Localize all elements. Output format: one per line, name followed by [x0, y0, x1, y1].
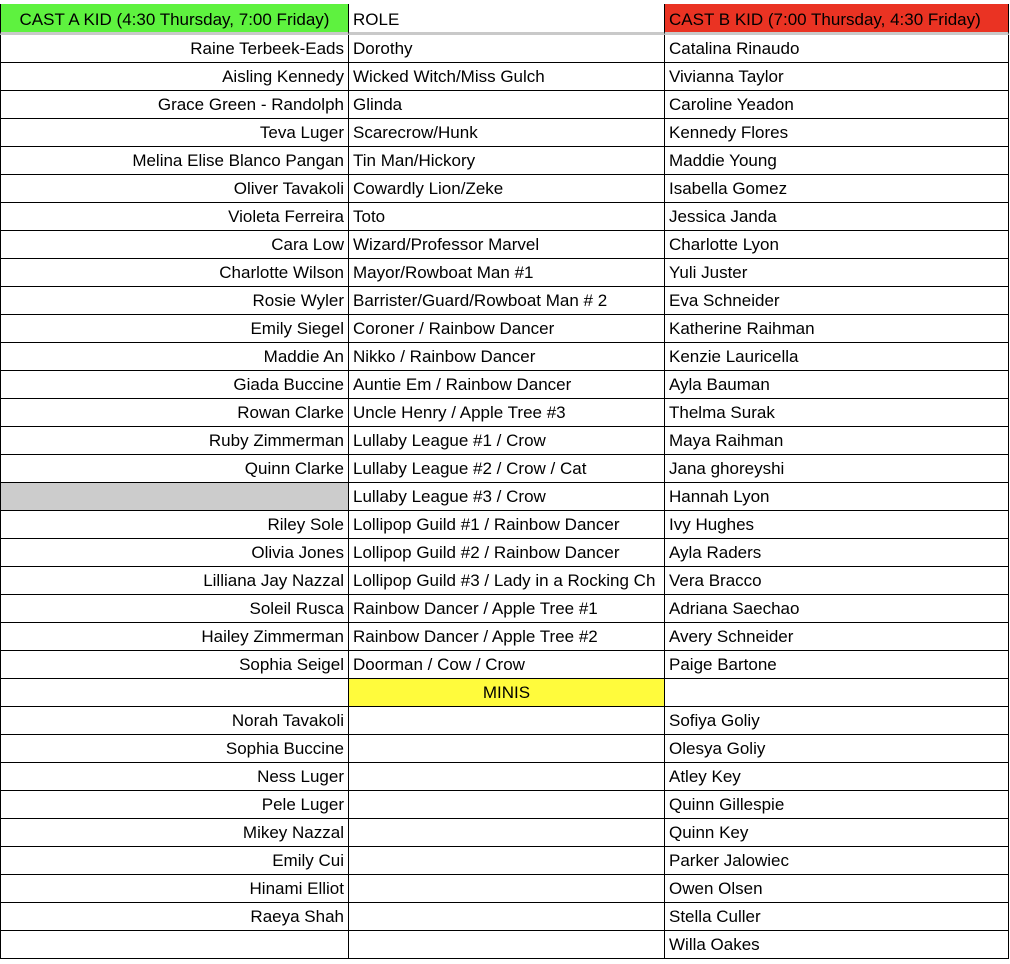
- cast-b-cell[interactable]: Isabella Gomez: [665, 175, 1009, 203]
- table-row: [0, 875, 1010, 903]
- role-cell[interactable]: Toto: [349, 203, 665, 231]
- cast-a-cell[interactable]: Sophia Buccine: [0, 735, 349, 763]
- cast-b-cell[interactable]: Adriana Saechao: [665, 595, 1009, 623]
- table-row: [0, 483, 1010, 511]
- cast-b-cell[interactable]: Willa Oakes: [665, 931, 1009, 959]
- role-cell[interactable]: Tin Man/Hickory: [349, 147, 665, 175]
- role-cell[interactable]: Nikko / Rainbow Dancer: [349, 343, 665, 371]
- cast-a-cell[interactable]: Emily Siegel: [0, 315, 349, 343]
- table-row: [0, 63, 1010, 91]
- cast-b-cell[interactable]: Jessica Janda: [665, 203, 1009, 231]
- cast-b-cell[interactable]: Owen Olsen: [665, 875, 1009, 903]
- cast-a-cell[interactable]: Hailey Zimmerman: [0, 623, 349, 651]
- role-cell[interactable]: [349, 819, 665, 847]
- cast-b-cell[interactable]: Kennedy Flores: [665, 119, 1009, 147]
- cast-a-cell[interactable]: [0, 931, 349, 959]
- table-body: [0, 35, 1010, 959]
- role-cell[interactable]: [349, 903, 665, 931]
- cast-a-cell[interactable]: Violeta Ferreira: [0, 203, 349, 231]
- cast-a-cell[interactable]: Norah Tavakoli: [0, 707, 349, 735]
- table-row: [0, 315, 1010, 343]
- role-cell[interactable]: Auntie Em / Rainbow Dancer: [349, 371, 665, 399]
- cast-a-cell[interactable]: Raine Terbeek-Eads: [0, 35, 349, 63]
- cast-b-cell[interactable]: Ayla Bauman: [665, 371, 1009, 399]
- role-cell[interactable]: [349, 763, 665, 791]
- table-row: [0, 651, 1010, 679]
- cast-b-cell[interactable]: Stella Culler: [665, 903, 1009, 931]
- cast-a-cell[interactable]: Soleil Rusca: [0, 595, 349, 623]
- cast-a-cell[interactable]: Ness Luger: [0, 763, 349, 791]
- role-cell[interactable]: Rainbow Dancer / Apple Tree #2: [349, 623, 665, 651]
- table-row: [0, 231, 1010, 259]
- cast-b-cell[interactable]: Quinn Key: [665, 819, 1009, 847]
- cast-a-cell[interactable]: Pele Luger: [0, 791, 349, 819]
- cast-b-cell[interactable]: Maddie Young: [665, 147, 1009, 175]
- cast-b-cell[interactable]: Sofiya Goliy: [665, 707, 1009, 735]
- cast-b-cell[interactable]: Vivianna Taylor: [665, 63, 1009, 91]
- role-cell[interactable]: Barrister/Guard/Rowboat Man # 2: [349, 287, 665, 315]
- table-row: [0, 427, 1010, 455]
- cast-a-cell[interactable]: Ruby Zimmerman: [0, 427, 349, 455]
- role-cell[interactable]: Cowardly Lion/Zeke: [349, 175, 665, 203]
- cast-b-cell[interactable]: Kenzie Lauricella: [665, 343, 1009, 371]
- cast-b-cell[interactable]: Jana ghoreyshi: [665, 455, 1009, 483]
- role-cell[interactable]: Doorman / Cow / Crow: [349, 651, 665, 679]
- role-cell[interactable]: Mayor/Rowboat Man #1: [349, 259, 665, 287]
- cast-b-cell[interactable]: Hannah Lyon: [665, 483, 1009, 511]
- cast-b-cell[interactable]: Catalina Rinaudo: [665, 35, 1009, 63]
- cast-a-cell[interactable]: Grace Green - Randolph: [0, 91, 349, 119]
- cast-a-header-cell[interactable]: CAST A KID (4:30 Thursday, 7:00 Friday): [0, 4, 349, 35]
- cast-b-cell[interactable]: Ayla Raders: [665, 539, 1009, 567]
- table-row: [0, 791, 1010, 819]
- cast-a-cell[interactable]: Riley Sole: [0, 511, 349, 539]
- minis-label-cell[interactable]: MINIS: [349, 679, 665, 707]
- cast-b-cell[interactable]: Yuli Juster: [665, 259, 1009, 287]
- cast-a-cell[interactable]: Giada Buccine: [0, 371, 349, 399]
- cast-a-cell[interactable]: Raeya Shah: [0, 903, 349, 931]
- table-row: [0, 371, 1010, 399]
- role-cell[interactable]: [349, 875, 665, 903]
- table-row: [0, 399, 1010, 427]
- cast-a-cell[interactable]: Melina Elise Blanco Pangan: [0, 147, 349, 175]
- cast-a-cell[interactable]: Oliver Tavakoli: [0, 175, 349, 203]
- role-cell[interactable]: Rainbow Dancer / Apple Tree #1: [349, 595, 665, 623]
- cast-b-cell[interactable]: Ivy Hughes: [665, 511, 1009, 539]
- cast-b-cell[interactable]: Thelma Surak: [665, 399, 1009, 427]
- table-row: [0, 511, 1010, 539]
- table-row: [0, 707, 1010, 735]
- table-row: [0, 595, 1010, 623]
- role-cell[interactable]: Lollipop Guild #2 / Rainbow Dancer: [349, 539, 665, 567]
- cast-a-cell[interactable]: Mikey Nazzal: [0, 819, 349, 847]
- role-cell[interactable]: Lullaby League #3 / Crow: [349, 483, 665, 511]
- table-row: [0, 455, 1010, 483]
- table-row: [0, 903, 1010, 931]
- cast-b-cell[interactable]: Caroline Yeadon: [665, 91, 1009, 119]
- cast-b-cell[interactable]: Eva Schneider: [665, 287, 1009, 315]
- table-row: [0, 287, 1010, 315]
- cast-a-cell[interactable]: Teva Luger: [0, 119, 349, 147]
- role-cell[interactable]: Uncle Henry / Apple Tree #3: [349, 399, 665, 427]
- cast-b-cell[interactable]: Katherine Raihman: [665, 315, 1009, 343]
- table-row: [0, 623, 1010, 651]
- cast-b-cell[interactable]: Paige Bartone: [665, 651, 1009, 679]
- cast-a-cell[interactable]: Cara Low: [0, 231, 349, 259]
- cast-b-cell[interactable]: Parker Jalowiec: [665, 847, 1009, 875]
- cast-b-header-cell[interactable]: CAST B KID (7:00 Thursday, 4:30 Friday): [665, 4, 1009, 35]
- table-row: [0, 203, 1010, 231]
- cast-a-cell[interactable]: Aisling Kennedy: [0, 63, 349, 91]
- table-row: [0, 819, 1010, 847]
- table-row: [0, 175, 1010, 203]
- cast-b-cell[interactable]: Avery Schneider: [665, 623, 1009, 651]
- cast-a-cell[interactable]: Rosie Wyler: [0, 287, 349, 315]
- cast-b-cell[interactable]: Atley Key: [665, 763, 1009, 791]
- role-header-cell[interactable]: ROLE: [349, 4, 665, 35]
- role-cell[interactable]: [349, 791, 665, 819]
- table-row: [0, 735, 1010, 763]
- role-cell[interactable]: [349, 931, 665, 959]
- role-cell[interactable]: Lullaby League #1 / Crow: [349, 427, 665, 455]
- cast-a-cell[interactable]: Hinami Elliot: [0, 875, 349, 903]
- table-row: [0, 763, 1010, 791]
- table-row: [0, 847, 1010, 875]
- role-cell[interactable]: [349, 735, 665, 763]
- role-cell[interactable]: Coroner / Rainbow Dancer: [349, 315, 665, 343]
- cast-b-cell[interactable]: Olesya Goliy: [665, 735, 1009, 763]
- cast-a-cell[interactable]: Sophia Seigel: [0, 651, 349, 679]
- table-row: [0, 539, 1010, 567]
- role-cell[interactable]: Glinda: [349, 91, 665, 119]
- cast-a-cell[interactable]: Maddie An: [0, 343, 349, 371]
- cast-b-cell[interactable]: Vera Bracco: [665, 567, 1009, 595]
- role-cell[interactable]: Lollipop Guild #1 / Rainbow Dancer: [349, 511, 665, 539]
- role-cell[interactable]: Wizard/Professor Marvel: [349, 231, 665, 259]
- table-row: [0, 931, 1010, 959]
- table-row: [0, 147, 1010, 175]
- role-cell[interactable]: [349, 707, 665, 735]
- cast-b-cell[interactable]: Maya Raihman: [665, 427, 1009, 455]
- cast-a-cell[interactable]: [0, 483, 349, 511]
- role-cell[interactable]: Dorothy: [349, 35, 665, 63]
- minis-section-row: [0, 679, 1010, 707]
- role-cell[interactable]: Scarecrow/Hunk: [349, 119, 665, 147]
- cast-a-cell[interactable]: Emily Cui: [0, 847, 349, 875]
- role-cell[interactable]: Lullaby League #2 / Crow / Cat: [349, 455, 665, 483]
- role-cell[interactable]: Lollipop Guild #3 / Lady in a Rocking Ch: [349, 567, 665, 595]
- cast-a-cell[interactable]: Lilliana Jay Nazzal: [0, 567, 349, 595]
- cast-a-cell[interactable]: Quinn Clarke: [0, 455, 349, 483]
- cast-a-cell[interactable]: Olivia Jones: [0, 539, 349, 567]
- table-row: [0, 91, 1010, 119]
- table-row: [0, 259, 1010, 287]
- cast-a-cell[interactable]: Rowan Clarke: [0, 399, 349, 427]
- cast-b-cell[interactable]: [665, 679, 1009, 707]
- cast-b-cell[interactable]: Charlotte Lyon: [665, 231, 1009, 259]
- cast-spreadsheet: [0, 4, 1010, 959]
- role-cell[interactable]: Wicked Witch/Miss Gulch: [349, 63, 665, 91]
- table-row: [0, 35, 1010, 63]
- role-cell[interactable]: [349, 847, 665, 875]
- header-row: [0, 4, 1010, 35]
- table-row: [0, 343, 1010, 371]
- table-row: [0, 567, 1010, 595]
- cast-a-cell[interactable]: [0, 679, 349, 707]
- table-row: [0, 119, 1010, 147]
- cast-b-cell[interactable]: Quinn Gillespie: [665, 791, 1009, 819]
- cast-a-cell[interactable]: Charlotte Wilson: [0, 259, 349, 287]
